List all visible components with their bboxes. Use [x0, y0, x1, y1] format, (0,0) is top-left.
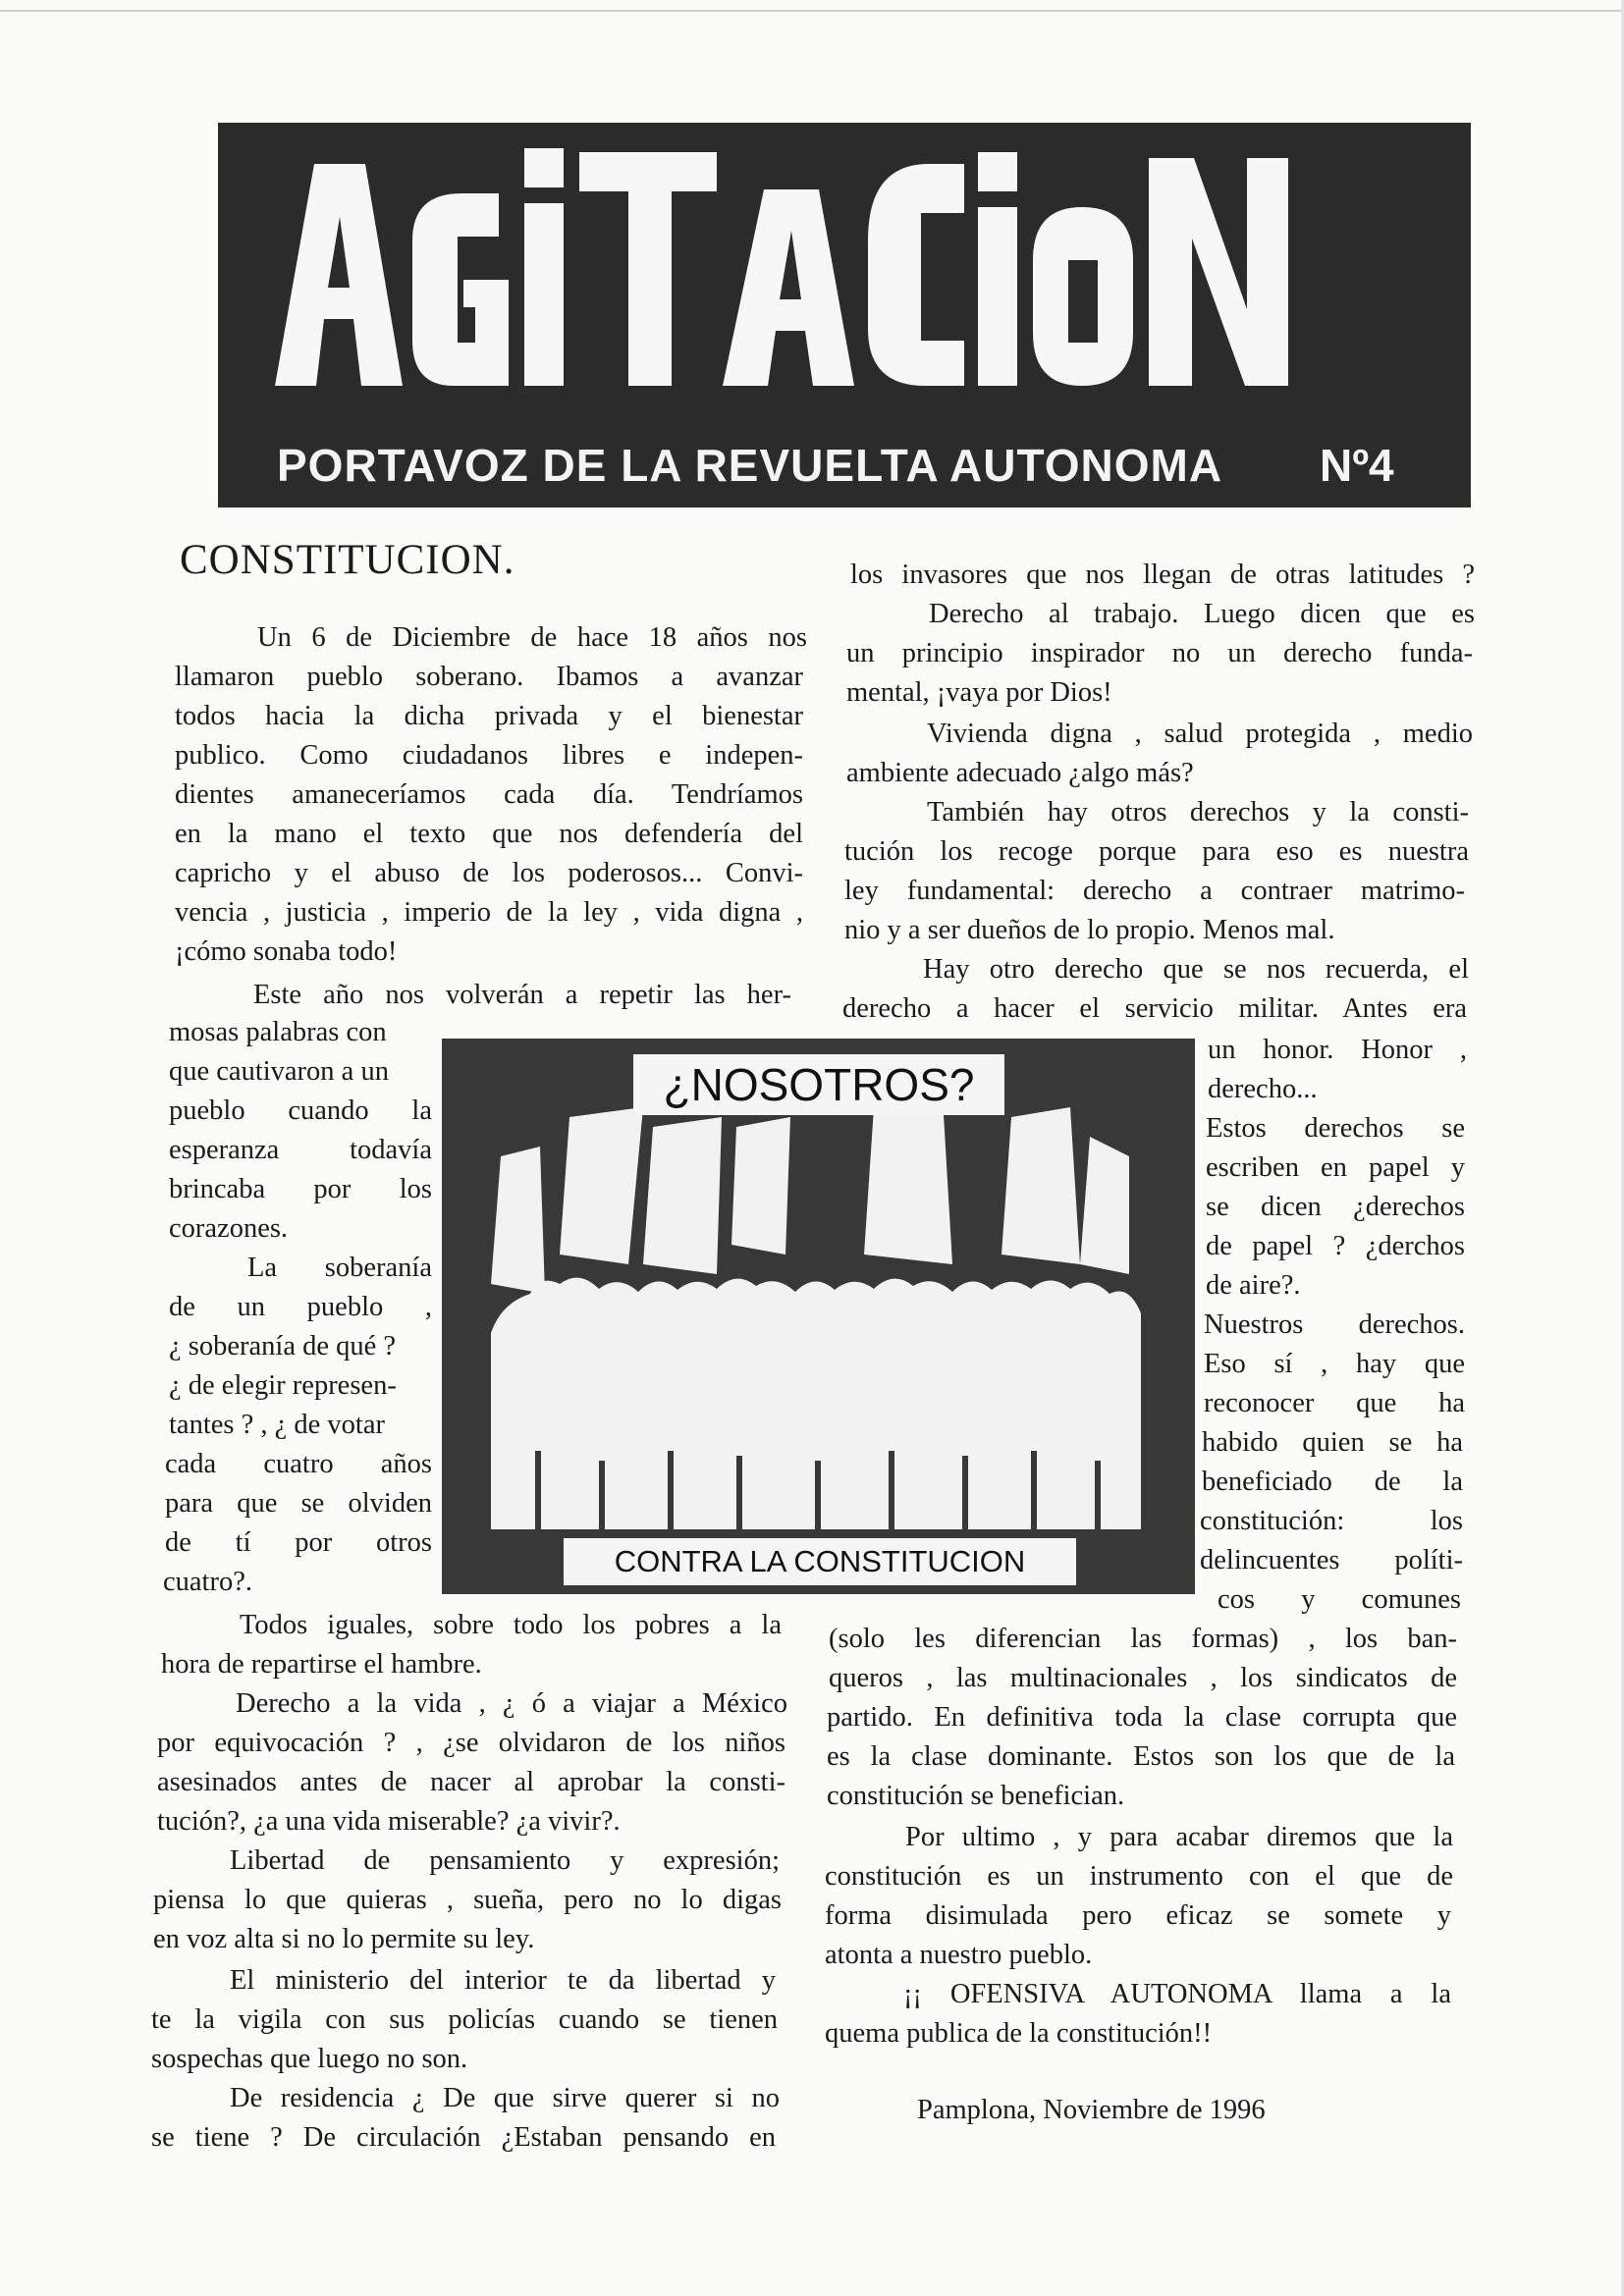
text-line: mental, ¡vaya por Dios!: [846, 677, 1112, 708]
text-line: ambiente adecuado ¿algo más?: [846, 758, 1194, 788]
text-line: derecho a hacer el servicio militar. Antes era: [842, 993, 1467, 1024]
text-line: Estos derechos se: [1206, 1113, 1465, 1144]
text-line: derecho...: [1208, 1074, 1318, 1104]
text-line: queros , las multinacionales , los sindicatos de: [829, 1663, 1457, 1693]
text-line: pueblo cuando la: [169, 1095, 432, 1126]
text-line: cada cuatro años: [165, 1449, 432, 1479]
text-line: corazones.: [169, 1213, 289, 1244]
text-line: Por ultimo , y para acabar diremos que la: [905, 1822, 1453, 1852]
text-line: constitución: los: [1200, 1506, 1463, 1536]
text-line: La soberanía: [247, 1253, 432, 1283]
scan-edge-line: [0, 10, 1624, 12]
text-line: Eso sí , hay que: [1204, 1349, 1465, 1379]
text-line: (solo les diferencian las formas) , los ban-: [829, 1624, 1457, 1654]
masthead-title-logo: [218, 123, 1471, 437]
text-line: un honor. Honor ,: [1208, 1035, 1467, 1065]
figure-top-caption: ¿NOSOTROS?: [633, 1054, 1004, 1115]
text-line: ¿ de elegir represen-: [169, 1370, 397, 1401]
text-line: De residencia ¿ De que sirve querer si no: [230, 2083, 780, 2113]
text-line: te la vigila con sus policías cuando se tienen: [151, 2004, 778, 2035]
text-line: de papel ? ¿derchos: [1206, 1231, 1465, 1261]
text-line: habido quien se ha: [1202, 1427, 1463, 1458]
text-line: delincuentes políti-: [1200, 1545, 1463, 1575]
text-line: capricho y el abuso de los poderosos... Convi-: [175, 858, 803, 888]
text-line: en la mano el texto que nos defendería del: [175, 819, 803, 849]
text-line: Este año nos volverán a repetir las her-: [253, 980, 791, 1010]
text-line: quema publica de la constitución!!: [825, 2018, 1213, 2049]
text-line: en voz alta si no lo permite su ley.: [153, 1924, 535, 1954]
text-line: ¡cómo sonaba todo!: [175, 936, 398, 967]
text-line: piensa lo que quieras , sueña, pero no lo digas: [153, 1885, 782, 1915]
text-line: para que se olviden: [165, 1488, 432, 1519]
text-line: escriben en papel y: [1206, 1152, 1465, 1183]
text-line: tantes ? , ¿ de votar: [169, 1410, 385, 1440]
text-line: También hay otros derechos y la consti-: [927, 797, 1469, 828]
text-line: partido. En definitiva toda la clase corrupta que: [827, 1702, 1457, 1733]
text-line: Hay otro derecho que se nos recuerda, el: [923, 954, 1469, 985]
text-line: tución?, ¿a una vida miserable? ¿a vivir?.: [157, 1806, 621, 1837]
text-line: un principio inspirador no un derecho funda-: [846, 638, 1473, 668]
text-line: de tí por otros: [165, 1527, 432, 1558]
text-line: cuatro?.: [163, 1567, 252, 1597]
text-line: Todos iguales, sobre todo los pobres a la: [240, 1610, 782, 1640]
text-line: asesinados antes de nacer al aprobar la consti-: [157, 1767, 785, 1797]
masthead: [218, 123, 1471, 507]
issue-number: Nº4: [1320, 440, 1394, 491]
masthead-subtitle: PORTAVOZ DE LA REVUELTA AUTONOMA: [277, 440, 1223, 491]
text-line: mosas palabras con: [169, 1017, 387, 1047]
text-line: esperanza todavía: [169, 1135, 432, 1165]
text-line: atonta a nuestro pueblo.: [825, 1940, 1093, 1970]
figure-bottom-caption: CONTRA LA CONSTITUCION: [564, 1538, 1076, 1585]
text-line: nio y a ser dueños de lo propio. Menos mal.: [844, 915, 1335, 945]
text-line: es la clase dominante. Estos son los que de la: [827, 1741, 1455, 1772]
text-line: ley fundamental: derecho a contraer matrimo-: [844, 876, 1465, 906]
text-line: por equivocación ? , ¿se olvidaron de los niños: [157, 1728, 785, 1758]
text-line: Derecho al trabajo. Luego dicen que es: [929, 599, 1475, 629]
text-line: El ministerio del interior te da libertad y: [230, 1965, 776, 1996]
protest-image: [442, 1039, 1195, 1594]
text-line: todos hacia la dicha privada y el bienestar: [175, 701, 803, 731]
text-line: Derecho a la vida , ¿ ó a viajar a México: [236, 1688, 787, 1719]
text-line: hora de repartirse el hambre.: [161, 1649, 482, 1680]
text-line: de un pueblo ,: [169, 1292, 432, 1322]
text-line: sospechas que luego no son.: [151, 2044, 468, 2074]
text-line: cos y comunes: [1218, 1584, 1461, 1615]
text-line: brincaba por los: [169, 1174, 432, 1204]
text-line: llamaron pueblo soberano. Ibamos a avanzar: [175, 662, 803, 692]
protest-illustration: [442, 1039, 1195, 1594]
text-line: dientes amaneceríamos cada día. Tendríamos: [175, 779, 803, 810]
text-line: los invasores que nos llegan de otras latitudes ?: [850, 560, 1475, 590]
text-line: Nuestros derechos.: [1204, 1309, 1465, 1340]
text-line: beneficiado de la: [1202, 1467, 1463, 1497]
text-line: ¡¡ OFENSIVA AUTONOMA llama a la: [903, 1979, 1451, 2009]
text-line: constitución es un instrumento con el que de: [825, 1861, 1453, 1892]
text-line: que cautivaron a un: [169, 1056, 389, 1087]
text-line: vencia , justicia , imperio de la ley , vida digna ,: [175, 897, 803, 928]
text-line: reconocer que ha: [1204, 1388, 1465, 1418]
text-line: forma disimulada pero eficaz se somete y: [825, 1900, 1451, 1931]
text-line: Un 6 de Diciembre de hace 18 años nos: [257, 622, 807, 653]
signoff: Pamplona, Noviembre de 1996: [917, 2095, 1266, 2125]
text-line: se tiene ? De circulación ¿Estaban pensando en: [151, 2122, 776, 2153]
text-line: publico. Como ciudadanos libres e indepen-: [175, 740, 803, 771]
text-line: se dicen ¿derechos: [1206, 1192, 1465, 1222]
text-line: ¿ soberanía de qué ?: [169, 1331, 397, 1362]
text-line: tución los recoge porque para eso es nuestra: [844, 836, 1469, 867]
text-line: de aire?.: [1206, 1270, 1301, 1301]
text-line: constitución se benefician.: [827, 1781, 1125, 1811]
text-line: Libertad de pensamiento y expresión;: [230, 1845, 780, 1876]
text-line: Vivienda digna , salud protegida , medio: [927, 719, 1473, 749]
article-headline: CONSTITUCION.: [180, 537, 515, 583]
